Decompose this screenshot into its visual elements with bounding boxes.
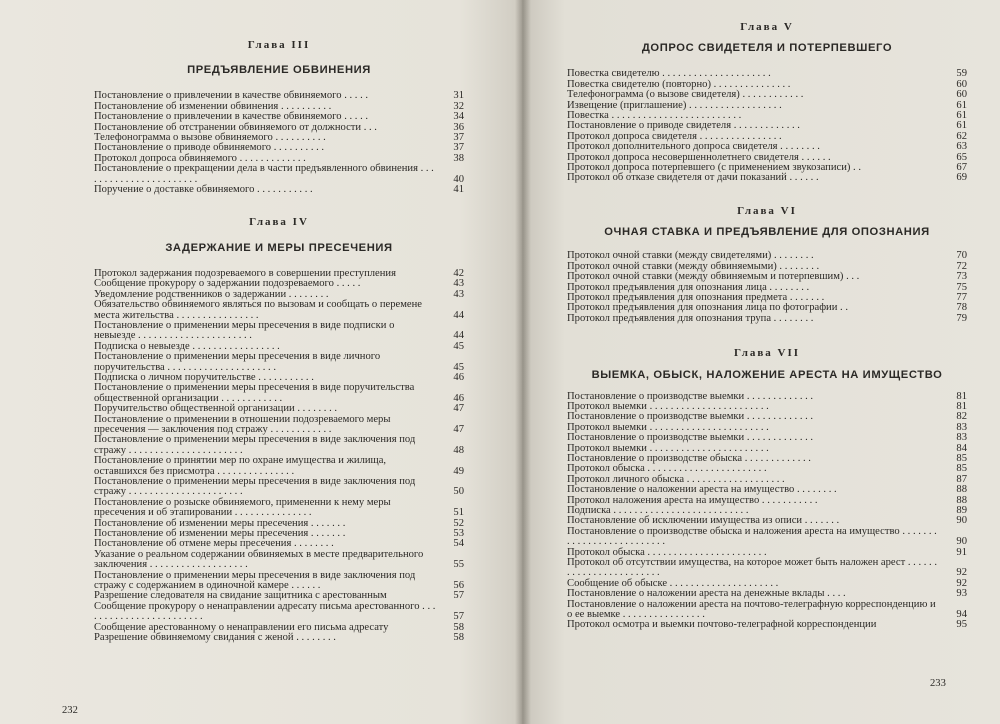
- toc-entry: [94, 477, 464, 498]
- entry-title: Протокол предъявления для опознания лица по фотографии . .: [567, 302, 848, 314]
- entry-title: Уведомление родственников о задержании . . . . . . . .: [94, 288, 329, 300]
- chapter-heading: Глава VII: [733, 347, 801, 360]
- entry-page: 81: [956, 400, 967, 412]
- entry-page: 46: [453, 392, 464, 404]
- entry-title: Протокол выемки . . . . . . . . . . . . . . . . . . . . . . .: [567, 442, 769, 454]
- entry-title: Постановление о производстве обыска и наложения ареста на имущество . . . . . . . . . . . . . . . . . . . . . . . . . .: [567, 525, 937, 548]
- entry-title: Постановление о производстве обыска . . . . . . . . . . . . .: [567, 452, 811, 464]
- entry-title: Поручительство общественной организации . . . . . . . .: [94, 403, 338, 415]
- entry-title: Подписка . . . . . . . . . . . . . . . . . . . . . . . . . .: [567, 505, 749, 516]
- toc-entry: [567, 314, 967, 324]
- entry-title: Постановление о применении меры пресечения в виде поручительства общественной организации . . . . . . . . . . . .: [94, 382, 415, 404]
- entry-title: Протокол обыска . . . . . . . . . . . . . . . . . . . . . . .: [567, 546, 767, 558]
- entry-page: 63: [956, 141, 967, 153]
- entry-page: 82: [956, 411, 967, 423]
- entry-page: 55: [453, 559, 464, 571]
- entry-title: Протокол очной ставки (между свидетелями) . . . . . . . .: [567, 250, 814, 262]
- book-gutter: [515, 0, 531, 724]
- entry-page: 54: [453, 538, 464, 550]
- entry-page: 40: [453, 173, 464, 185]
- entry-page: 93: [956, 588, 967, 600]
- entry-page: 56: [453, 580, 464, 592]
- entry-list: [567, 251, 967, 324]
- toc-entry: [94, 321, 464, 342]
- entry-page: 65: [956, 151, 967, 163]
- entry-page: 89: [956, 505, 967, 516]
- entry-page: 41: [453, 184, 464, 196]
- entry-title: Обязательство обвиняемого являться по вызовам и сообщать о перемене места жительства . . . . . . . . . . . . . . . .: [94, 299, 422, 321]
- right-page: [522, 0, 1000, 724]
- chapter-title: ДОПРОС СВИДЕТЕЛЯ И ПОТЕРПЕВШЕГО: [641, 42, 893, 55]
- entry-page: 95: [956, 619, 967, 631]
- entry-title: Постановление об изменении меры пресечения . . . . . . .: [94, 517, 346, 529]
- entry-page: 60: [956, 78, 967, 90]
- entry-title: Постановление об исключении имущества из описи . . . . . . .: [567, 515, 840, 527]
- toc-entry: [567, 272, 967, 282]
- entry-title: Протокол предъявления для опознания лица . . . . . . . .: [567, 281, 810, 293]
- entry-title: Сообщение прокурору о задержании подозреваемого . . . . .: [94, 278, 361, 290]
- toc-entry: [94, 185, 464, 195]
- entry-page: 59: [956, 68, 967, 80]
- chapter-title: ОЧНАЯ СТАВКА И ПРЕДЪЯВЛЕНИЕ ДЛЯ ОПОЗНАНИЯ: [604, 226, 930, 239]
- toc-entry: [94, 456, 464, 477]
- entry-title: Сообщение арестованному о ненаправлении его письма адресату: [94, 621, 389, 633]
- entry-page: 90: [956, 536, 967, 548]
- entry-list: [567, 392, 967, 631]
- entry-title: Подписка о личном поручительстве . . . . . . . . . . .: [94, 371, 314, 383]
- entry-title: Постановление о наложении ареста на денежные вклады . . . .: [567, 588, 846, 600]
- entry-page: 83: [956, 432, 967, 444]
- entry-page: 92: [956, 577, 967, 589]
- entry-page: 52: [453, 517, 464, 529]
- entry-page: 92: [956, 567, 967, 579]
- entry-title: Протокол допроса несовершеннолетнего свидетеля . . . . . .: [567, 151, 831, 163]
- entry-title: Постановление о применении в отношении подозреваемого меры пресечения — заключения под стражу . . . . . . . . . . . .: [94, 413, 391, 435]
- entry-page: 47: [453, 423, 464, 435]
- entry-page: 73: [956, 271, 967, 283]
- entry-page: 90: [956, 515, 967, 527]
- entry-page: 91: [956, 546, 967, 558]
- entry-page: 88: [956, 494, 967, 506]
- entry-title: Постановление о прекращении дела в части предъявленного обвинения . . . . . . . . . . . . . . . . . . . . . . .: [94, 163, 434, 185]
- entry-page: 37: [453, 142, 464, 154]
- entry-page: 44: [453, 330, 464, 342]
- toc-entry: [94, 300, 464, 321]
- entry-title: Указание о реальном содержании обвиняемых в месте предварительного заключения . . . . . . . . . . . . . . . . . . .: [94, 548, 424, 571]
- entry-page: 78: [956, 302, 967, 314]
- entry-title: Постановление об отмене меры пресечения . . . . . . . .: [94, 538, 334, 550]
- entry-page: 46: [453, 371, 464, 383]
- entry-page: 62: [956, 130, 967, 142]
- entry-title: Постановление о привлечении в качестве обвиняемого . . . . .: [94, 111, 369, 123]
- page-number: 233: [930, 678, 946, 689]
- entry-title: Протокол предъявления для опознания трупа . . . . . . . .: [567, 312, 814, 324]
- entry-title: Постановление о розыске обвиняемого, примененни к нему меры пресечения и об этапировании . . . . . . . . . . . . . . .: [94, 496, 391, 519]
- entry-title: Телефонограмма (о вызове свидетеля) . . . . . . . . . . . .: [567, 89, 804, 101]
- entry-title: Постановление об отстранении обвиняемого от должности . . .: [94, 121, 377, 133]
- entry-page: 51: [453, 507, 464, 519]
- toc-entry: [94, 404, 464, 414]
- entry-page: 94: [956, 609, 967, 621]
- entry-page: 45: [453, 340, 464, 352]
- entry-page: 70: [956, 250, 967, 262]
- toc-entry: [94, 498, 464, 519]
- entry-title: Постановление о наложении ареста на почтово-телеграфную корреспонденцию и о ее выемке . . . . . . . . . . . . . . . .: [567, 598, 936, 621]
- toc-entry: [567, 600, 967, 621]
- entry-title: Разрешение следователя на свидание защитника с арестованным: [94, 590, 387, 602]
- entry-page: 85: [956, 463, 967, 475]
- entry-title: Протокол выемки . . . . . . . . . . . . . . . . . . . . . . .: [567, 400, 769, 412]
- chapter-title: ВЫЕМКА, ОБЫСК, НАЛОЖЕНИЕ АРЕСТА НА ИМУЩЕСТВО: [591, 368, 943, 381]
- entry-title: Протокол обыска . . . . . . . . . . . . . . . . . . . . . . .: [567, 463, 767, 475]
- entry-title: Протокол об отказе свидетеля от дачи показаний . . . . . .: [567, 172, 819, 184]
- entry-page: 32: [453, 100, 464, 112]
- entry-title: Телефонограмма о вызове обвиняемого . . . . . . . . . .: [94, 132, 326, 144]
- entry-title: Повестка свидетелю . . . . . . . . . . . . . . . . . . . . .: [567, 68, 771, 80]
- toc-entry: [94, 571, 464, 592]
- entry-title: Постановление о производстве выемки . . . . . . . . . . . . .: [567, 390, 814, 402]
- entry-page: 81: [956, 390, 967, 402]
- entry-page: 84: [956, 442, 967, 454]
- entry-title: Протокол задержания подозреваемого в совершении преступления: [94, 267, 396, 279]
- entry-page: 61: [956, 120, 967, 132]
- chapter-heading: Глава III: [247, 39, 311, 51]
- entry-page: 61: [956, 99, 967, 111]
- entry-page: 38: [453, 152, 464, 164]
- entry-title: Протокол допроса потерпевшего (с применением звукозаписи) . .: [567, 162, 861, 174]
- entry-page: 72: [956, 260, 967, 272]
- entry-page: 77: [956, 291, 967, 303]
- entry-title: Протокол наложения ареста на имущество . . . . . . . . . . .: [567, 494, 818, 506]
- entry-title: Протокол об отсутствии имущества, на которое может быть наложен арест . . . . . . . . . . . . . . . . . . . . . . . .: [567, 557, 937, 579]
- entry-page: 58: [453, 632, 464, 644]
- entry-title: Протокол личного обыска . . . . . . . . . . . . . . . . . . .: [567, 473, 785, 485]
- entry-title: Разрешение обвиняемому свидания с женой . . . . . . . .: [94, 632, 336, 644]
- entry-page: 88: [956, 484, 967, 496]
- entry-title: Постановление об изменении обвинения . . . . . . . . . .: [94, 100, 332, 112]
- toc-entry: [567, 433, 967, 443]
- entry-title: Протокол очной ставки (между обвиняемым и потерпевшим) . . .: [567, 271, 860, 283]
- toc-entry: [94, 633, 464, 643]
- entry-title: Постановление о приводе обвиняемого . . . . . . . . . .: [94, 142, 325, 154]
- chapter-title: ПРЕДЪЯВЛЕНИЕ ОБВИНЕНИЯ: [187, 64, 371, 77]
- entry-title: Поручение о доставке обвиняемого . . . . . . . . . . .: [94, 184, 313, 196]
- entry-title: Подписка о невыезде . . . . . . . . . . . . . . . . .: [94, 340, 280, 352]
- entry-page: 42: [453, 267, 464, 279]
- chapter-heading: Глава IV: [249, 216, 309, 229]
- entry-page: 43: [453, 288, 464, 300]
- entry-page: 47: [453, 403, 464, 415]
- chapter-heading: Глава VI: [737, 204, 797, 217]
- entry-title: Сообщение об обыске . . . . . . . . . . . . . . . . . . . . .: [567, 577, 779, 589]
- entry-title: Постановление о применении меры пресечения в виде заключения под стражу . . . . . . . . . . . . . . . . . . . . . .: [94, 434, 416, 456]
- toc-entry: [94, 435, 464, 456]
- entry-title: Постановление о производстве выемки . . . . . . . . . . . . .: [567, 411, 814, 423]
- left-contents: [94, 40, 464, 644]
- entry-page: 67: [956, 162, 967, 174]
- entry-title: Повестка свидетелю (повторно) . . . . . . . . . . . . . . .: [567, 78, 791, 90]
- entry-title: Протокол выемки . . . . . . . . . . . . . . . . . . . . . . .: [567, 421, 769, 433]
- entry-title: Протокол допроса обвиняемого . . . . . . . . . . . . .: [94, 152, 306, 164]
- entry-page: 83: [956, 421, 967, 433]
- entry-title: Протокол осмотра и выемки почтово-телеграфной корреспонденции: [567, 619, 877, 631]
- chapter-heading: Глава V: [740, 21, 794, 33]
- entry-page: 85: [956, 452, 967, 464]
- chapter-title: ЗАДЕРЖАНИЕ И МЕРЫ ПРЕСЕЧЕНИЯ: [165, 241, 393, 254]
- entry-title: Протокол очной ставки (между обвиняемыми) . . . . . . . .: [567, 260, 820, 272]
- entry-page: 57: [453, 590, 464, 602]
- entry-title: Постановление о привлечении в качестве обвиняемого . . . . .: [94, 90, 369, 102]
- entry-title: Повестка . . . . . . . . . . . . . . . . . . . . . . . . .: [567, 110, 742, 122]
- entry-page: 75: [956, 281, 967, 293]
- toc-entry: [94, 415, 464, 436]
- entry-page: 79: [956, 312, 967, 324]
- toc-entry: [567, 527, 967, 548]
- entry-page: 49: [453, 465, 464, 477]
- entry-page: 45: [453, 361, 464, 373]
- entry-title: Постановление о применении меры пресечения в виде личного поручительства . . . . . . . . . . . . . . . . . . . . .: [94, 351, 381, 373]
- entry-title: Протокол допроса свидетеля . . . . . . . . . . . . . . . .: [567, 130, 782, 142]
- entry-title: Постановление о применении меры пресечения в виде заключения под стражу . . . . . . . . . . . . . . . . . . . . . .: [94, 476, 416, 498]
- entry-page: 69: [956, 172, 967, 184]
- entry-page: 61: [956, 110, 967, 122]
- toc-entry: [94, 602, 464, 623]
- entry-title: Постановление о применении меры пресечения в виде заключения под стражу с содержанием в одиночной камере . . . . . .: [94, 569, 416, 592]
- entry-page: 53: [453, 528, 464, 540]
- right-contents: [567, 22, 967, 631]
- entry-title: Постановление о наложении ареста на имущество . . . . . . . .: [567, 484, 837, 496]
- entry-page: 58: [453, 621, 464, 633]
- entry-list: [567, 69, 967, 183]
- toc-entry: [94, 550, 464, 571]
- entry-page: 34: [453, 111, 464, 123]
- entry-page: 87: [956, 473, 967, 485]
- toc-entry: [94, 164, 464, 185]
- entry-page: 36: [453, 121, 464, 133]
- entry-page: 43: [453, 278, 464, 290]
- entry-title: Протокол предъявления для опознания предмета . . . . . . .: [567, 291, 825, 303]
- entry-list: [94, 91, 464, 195]
- entry-title: Протокол дополнительного допроса свидетеля . . . . . . . .: [567, 141, 820, 153]
- page-number: 232: [62, 705, 78, 716]
- entry-title: Постановление о приводе свидетеля . . . . . . . . . . . . .: [567, 120, 800, 132]
- entry-title: Постановление о применении меры пресечения в виде подписки о невыезде . . . . . . . . . . . . . . . . . . . . . .: [94, 319, 395, 342]
- toc-entry: [94, 383, 464, 404]
- entry-page: 48: [453, 444, 464, 456]
- toc-entry: [567, 173, 967, 183]
- entry-page: 57: [453, 611, 464, 623]
- entry-page: 37: [453, 132, 464, 144]
- toc-entry: [567, 620, 967, 630]
- entry-title: Постановление о производстве выемки . . . . . . . . . . . . .: [567, 432, 814, 444]
- entry-title: Сообщение прокурору о ненаправлении адресату письма арестованного . . . . . . . . . . . . . . . . . . . . . . . .: [94, 600, 436, 623]
- entry-list: [94, 269, 464, 644]
- entry-title: Извещение (приглашение) . . . . . . . . . . . . . . . . . .: [567, 99, 782, 111]
- toc-entry: [94, 352, 464, 373]
- entry-title: Постановление о принятии мер по охране имущества и жилища, оставшихся без присмотра . . . . . . . . . . . . . . .: [94, 455, 387, 477]
- entry-page: 50: [453, 486, 464, 498]
- entry-title: Постановление об изменении меры пресечения . . . . . . .: [94, 528, 346, 540]
- entry-page: 60: [956, 89, 967, 101]
- entry-page: 31: [453, 90, 464, 102]
- toc-entry: [567, 558, 967, 579]
- entry-page: 44: [453, 309, 464, 321]
